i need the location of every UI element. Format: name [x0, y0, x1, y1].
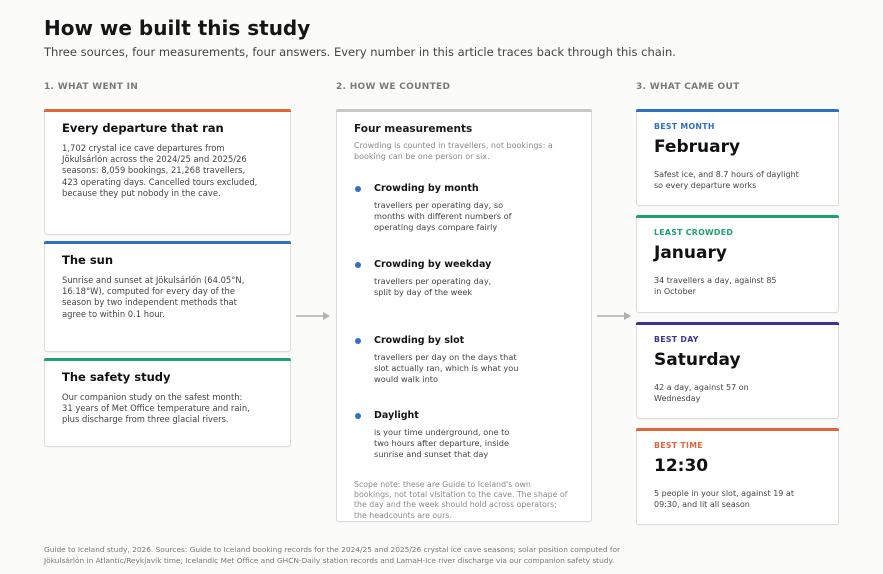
measure-name: Crowding by weekday: [374, 259, 492, 270]
measure-description: is your time underground, one to two hours after departure, inside sunrise and sunset that day: [374, 427, 510, 459]
output-description: 34 travellers a day, against 85 in October: [654, 276, 777, 296]
output-label: BEST TIME: [654, 441, 703, 450]
output-description: 42 a day, against 57 on Wednesday: [654, 383, 749, 403]
page-subtitle: Three sources, four measurements, four answers. Every number in this article traces back through this chain.: [44, 45, 676, 59]
input-card-title: The sun: [62, 253, 114, 267]
output-description: Safest ice, and 8.7 hours of daylight so every departure works: [654, 170, 799, 190]
page-title: How we built this study: [44, 16, 311, 40]
bullet-dot-icon: [355, 413, 361, 419]
counting-title: Four measurements: [354, 123, 473, 135]
output-label: LEAST CROWDED: [654, 228, 734, 237]
output-description: 5 people in your slot, against 19 at 09:30, and lit all season: [654, 489, 794, 509]
measure-name: Daylight: [374, 410, 419, 421]
output-label: BEST MONTH: [654, 122, 715, 131]
measure-name: Crowding by slot: [374, 335, 465, 346]
measure-description: travellers per day on the days that slot actually ran, which is what you would walk into: [374, 352, 519, 384]
input-card-departures: [44, 109, 291, 235]
output-card-best-time: [636, 428, 839, 525]
footer-sources: Guide to Iceland study, 2026. Sources: Guide to Iceland booking records for the 2024/25 and 2025/26 crystal ice cave seasons; solar position computed for Jökulsárlón in Atlantic/Reykjavík time; Icelandic Met Office and GHCN-Daily station records and LamaH-Ice river discharge via our companion safety study.: [44, 545, 621, 565]
input-card-safety: [44, 358, 291, 447]
scope-note: Scope note: these are Guide to Iceland's own bookings, not total visitation to the cave. The shape of the day and the week should hold across operators; the headcounts are ours.: [354, 480, 568, 520]
card-accent-bar: [636, 428, 839, 431]
input-card-body: Our companion study on the safest month: 31 years of Met Office temperature and rain, plus discharge from three glacial rivers.: [62, 392, 250, 425]
arrow-right-icon: [295, 310, 331, 322]
counting-note: Crowding is counted in travellers, not bookings: a booking can be one person or six.: [354, 141, 553, 161]
bullet-dot-icon: [355, 262, 361, 268]
card-accent-bar: [636, 215, 839, 218]
column-heading-outputs: 3. WHAT CAME OUT: [636, 82, 740, 92]
card-accent-bar: [636, 109, 839, 112]
measure-name: Crowding by month: [374, 183, 479, 194]
input-card-sun: [44, 241, 291, 352]
output-card-best-day: [636, 322, 839, 419]
output-value: February: [654, 137, 741, 157]
card-accent-bar: [44, 109, 291, 112]
counting-card: [336, 109, 592, 522]
output-value: Saturday: [654, 350, 741, 370]
input-card-body: 1,702 crystal ice cave departures from Jökulsárlón across the 2024/25 and 2025/26 seasons: 8,059 bookings, 21,268 travellers, 423 operating days. Cancelled tours excluded, because they put nobody in the cave.: [62, 143, 258, 198]
column-heading-counting: 2. HOW WE COUNTED: [336, 82, 451, 92]
output-value: 12:30: [654, 456, 709, 476]
bullet-dot-icon: [355, 186, 361, 192]
card-accent-bar: [44, 241, 291, 244]
input-card-body: Sunrise and sunset at Jökulsárlón (64.05°N, 16.18°W), computed for every day of the season by two independent methods that agree to within 0.1 hour.: [62, 275, 245, 319]
measure-description: travellers per operating day, split by day of the week: [374, 276, 492, 297]
measure-description: travellers per operating day, so months with different numbers of operating days compare fairly: [374, 200, 512, 232]
output-value: January: [654, 243, 727, 263]
input-card-title: The safety study: [62, 370, 171, 384]
bullet-dot-icon: [355, 338, 361, 344]
output-card-best-month: [636, 109, 839, 206]
column-heading-inputs: 1. WHAT WENT IN: [44, 82, 139, 92]
card-accent-bar: [336, 109, 592, 112]
input-card-title: Every departure that ran: [62, 121, 224, 135]
card-accent-bar: [636, 322, 839, 325]
output-label: BEST DAY: [654, 335, 699, 344]
arrow-right-icon: [596, 310, 632, 322]
card-accent-bar: [44, 358, 291, 361]
output-card-least-crowded: [636, 215, 839, 313]
